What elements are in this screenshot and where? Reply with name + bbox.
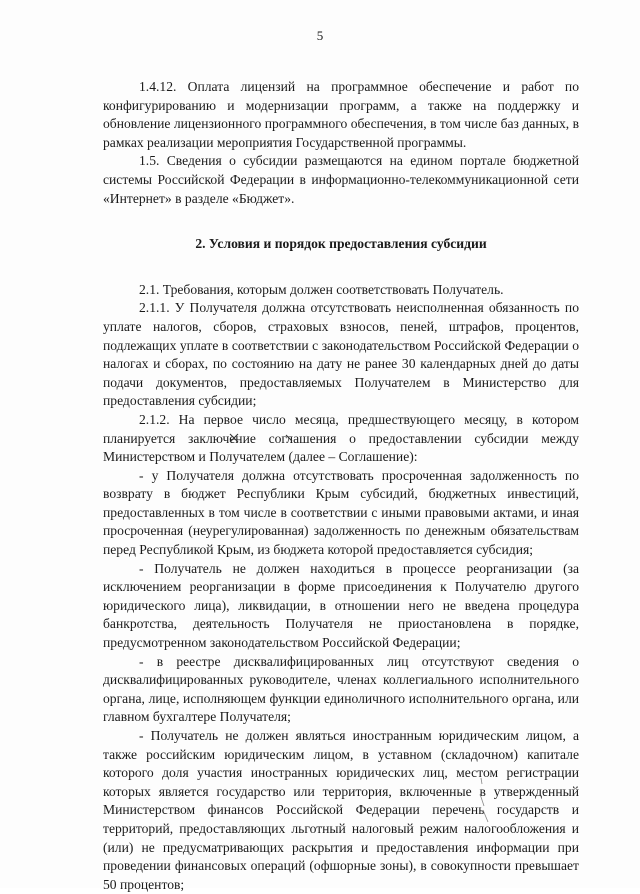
section-heading: 2. Условия и порядок предоставления субсидии: [195, 236, 487, 252]
paragraph-1-5: 1.5. Сведения о субсидии размещаются на едином портале бюджетной системы Российской Федерации в информационно-телекоммуникационной сети «Интернет» в разделе «Бюджет».: [103, 153, 579, 206]
list-item-debt: - у Получателя должна отсутствовать просроченная задолженность по возврату в бюджет Республики Крым субсидий, бюджетных инвестиций, предоставленных в том числе в соответствии с иными правовыми актами, и иная просроченная (неурегулированная) задолженность по денежным обязательствам перед Республикой Крым, из бюджета которой предоставляется субсидия;: [103, 467, 579, 558]
list-item-foreign-entity: - Получатель не должен являться иностранным юридическим лицом, а также российским юридическим лицом, в уставном (складочном) капитале которого доля участия иностранных юридических лиц, местом регистрации которых является государство или территория, включенные в утвержденный Министерством финансов Российской Федерации перечень государств и территорий, предоставляющих льготный налоговый режим налогообложения и (или) не предусматривающих раскрытия и предоставления информации при проведении финансовых операций (офшорные зоны), в совокупности превышает 50 процентов;: [103, 728, 579, 892]
stray-mark: [466, 776, 496, 826]
paragraph-2-1: 2.1. Требования, которым должен соответствовать Получатель.: [139, 281, 504, 297]
handwritten-mark: [229, 433, 239, 443]
list-item-disqualified-registry: - в реестре дисквалифицированных лиц отсутствуют сведения о дисквалифицированных руководителе, членах коллегиального исполнительного органа, лице, исполняющем функции единоличного исполнительного органа, или главном бухгалтере Получателя;: [103, 653, 579, 725]
paragraph-2-1-1: 2.1.1. У Получателя должна отсутствовать неисполненная обязанность по уплате налогов, сборов, страховых взносов, пеней, штрафов, процентов, подлежащих уплате в соответствии с законодательством Российской Федерации о налогах и сборах, по состоянию на дату не ранее 30 календарных дней до даты подачи документов, предоставляемых Получателем в Министерство для предоставления субсидии;: [103, 300, 579, 409]
handwritten-mark: [284, 433, 294, 443]
list-item-reorganization: - Получатель не должен находиться в процессе реорганизации (за исключением реорганизации в форме присоединения к Получателю другого юридического лица), ликвидации, в отношении него не введена процедура банкротства, деятельность Получателя не приостановлена в порядке, предусмотренном законодательством Российской Федерации;: [103, 560, 579, 651]
paragraph-1-4-12: 1.4.12. Оплата лицензий на программное обеспечение и работ по конфигурированию и модернизации программ, а также на поддержку и обновление лицензионного программного обеспечения, в том числе баз данных, в рамках реализации мероприятия Государственной программы.: [103, 79, 579, 150]
paragraph-2-1-2: 2.1.2. На первое число месяца, предшествующего месяцу, в котором планируется заключение соглашения о предоставлении субсидии между Министерством и Получателем (далее – Соглашение):: [103, 411, 579, 465]
page-number: 5: [316, 28, 324, 43]
document-body: [103, 78, 579, 894]
